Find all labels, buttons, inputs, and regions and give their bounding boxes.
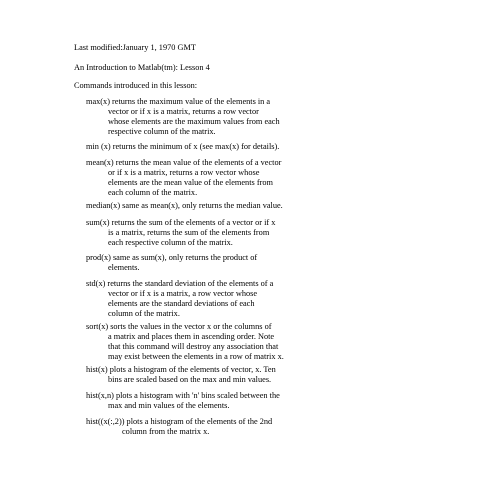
command-median <box>0 201 495 211</box>
command-std-line-4: column of the matrix. <box>108 309 180 318</box>
command-sort-line-1: sort(x) sorts the values in the vector x or the columns of <box>86 322 272 331</box>
command-hist <box>0 365 495 385</box>
command-mean-line-2: or if x is a matrix, returns a row vector whose <box>108 168 260 177</box>
command-min-line-1: min (x) returns the minimum of x (see max(x) for details). <box>86 142 280 151</box>
command-sort-line-3: that this command will destroy any association that <box>108 342 279 351</box>
command-std <box>0 279 495 319</box>
command-std-line-3: elements are the standard deviations of each <box>108 299 255 308</box>
command-std-line-1: std(x) returns the standard deviation of the elements of a <box>86 279 274 288</box>
command-max <box>0 97 495 137</box>
command-mean-line-1: mean(x) returns the mean value of the elements of a vector <box>86 158 282 167</box>
command-mean-line-3: elements are the mean value of the elements from <box>108 178 273 187</box>
command-hist-n-line-1: hist(x,n) plots a histogram with 'n' bins scaled between the <box>86 391 280 400</box>
command-mean <box>0 158 495 198</box>
command-sum <box>0 218 495 248</box>
command-hist-column-line-2: column from the matrix x. <box>122 427 210 436</box>
command-hist-line-2: bins are scaled based on the max and min values. <box>108 375 272 384</box>
last-modified: Last modified:January 1, 1970 GMT <box>74 43 196 52</box>
command-mean-line-4: each column of the matrix. <box>108 188 198 197</box>
command-prod-line-2: elements. <box>108 263 140 272</box>
command-hist-column <box>0 417 495 437</box>
command-max-line-2: vector or if x is a matrix, returns a row vector <box>108 107 259 116</box>
command-hist-n-line-2: max and min values of the elements. <box>108 401 230 410</box>
command-std-line-2: vector or if x is a matrix, a row vector whose <box>108 289 258 298</box>
command-min <box>0 142 495 152</box>
command-hist-n <box>0 391 495 411</box>
command-max-line-3: whose elements are the maximum values from each <box>108 117 280 126</box>
command-sort-line-2: a matrix and places them in ascending order. Note <box>108 332 275 341</box>
command-median-line-1: median(x) same as mean(x), only returns the median value. <box>86 201 283 210</box>
command-sum-line-3: each respective column of the matrix. <box>108 238 233 247</box>
command-sum-line-1: sum(x) returns the sum of the elements of a vector or if x <box>86 218 276 227</box>
command-sort <box>0 322 495 362</box>
lesson-title: An Introduction to Matlab(tm): Lesson 4 <box>74 63 210 72</box>
command-max-line-4: respective column of the matrix. <box>108 127 216 136</box>
command-hist-column-line-1: hist((x(:,2)) plots a histogram of the elements of the 2nd <box>86 417 273 426</box>
command-prod-line-1: prod(x) same as sum(x), only returns the product of <box>86 253 258 262</box>
command-sum-line-2: is a matrix, returns the sum of the elements from <box>108 228 270 237</box>
command-hist-line-1: hist(x) plots a histogram of the elements of vector, x. Ten <box>86 365 276 374</box>
command-sort-line-4: may exist between the elements in a row of matrix x. <box>108 352 284 361</box>
command-prod <box>0 253 495 273</box>
commands-intro: Commands introduced in this lesson: <box>74 81 198 90</box>
command-max-line-1: max(x) returns the maximum value of the elements in a <box>86 97 271 106</box>
